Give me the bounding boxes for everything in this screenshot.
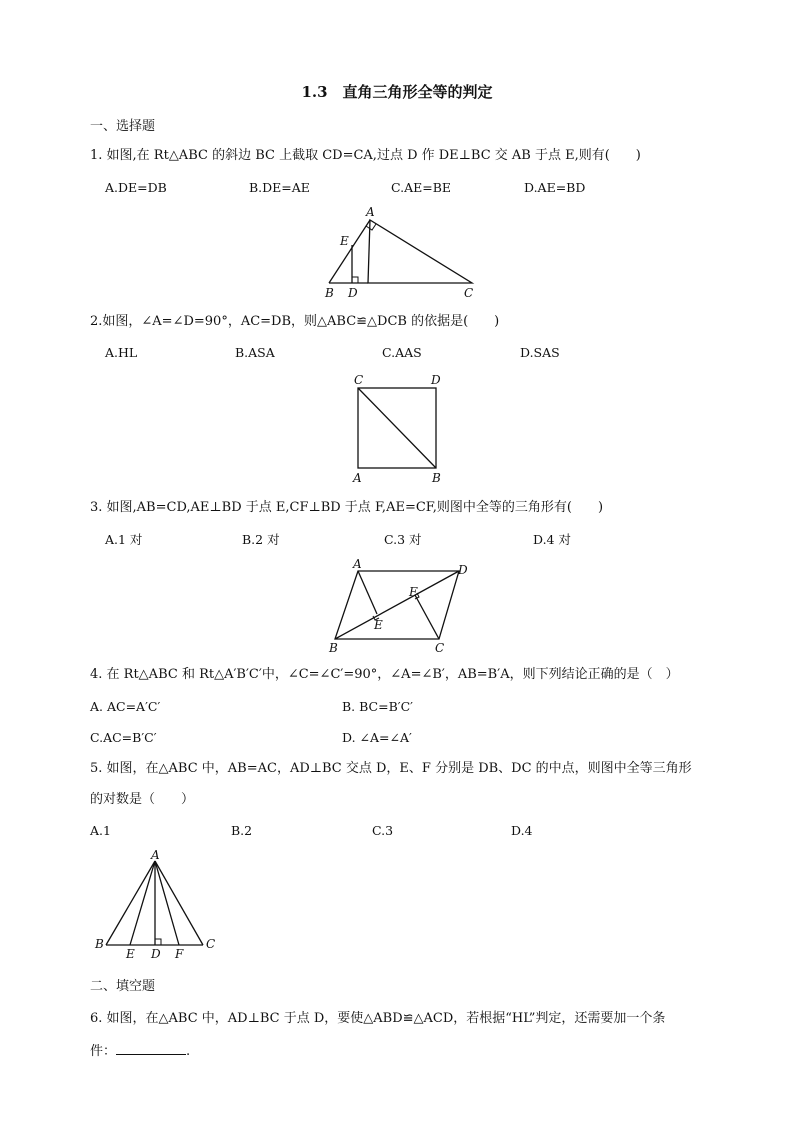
fig3-label-b: B — [329, 641, 338, 655]
question-2-option-d: D.SAS — [520, 345, 560, 360]
fig2-label-b: B — [432, 471, 441, 485]
fig3-label-f: F — [409, 585, 418, 599]
question-6-text-line2 — [90, 1042, 190, 1060]
section-heading-fill: 二、填空题 — [90, 979, 156, 994]
fig5-label-e: E — [126, 947, 135, 961]
fig5-label-f: F — [175, 947, 184, 961]
fig5-label-c: C — [206, 937, 216, 951]
question-4-option-a: A. AC=A′C′ — [90, 699, 161, 714]
fig3-label-e: E — [374, 618, 383, 632]
question-6-suffix: . — [186, 1044, 191, 1059]
question-2-option-a: A.HL — [105, 345, 138, 360]
question-2-option-c: C.AAS — [382, 345, 422, 360]
fig1-label-d: D — [348, 286, 358, 300]
question-4-option-d: D. ∠A=∠A′ — [342, 730, 412, 745]
fig1-label-e: E — [340, 234, 349, 248]
question-4-option-c: C.AC=B′C′ — [90, 730, 157, 745]
question-4-text: 4. 在 Rt△ABC 和 Rt△A′B′C′中，∠C=∠C′=90°，∠A=∠B′，AB=B′A，则下列结论正确的是（ ） — [90, 667, 679, 682]
figure-1-right-triangle — [320, 200, 480, 302]
fig1-label-b: B — [325, 286, 334, 300]
question-3-option-b: B.2 对 — [242, 532, 280, 547]
question-5-option-a: A.1 — [90, 823, 111, 838]
fig1-label-a: A — [366, 205, 375, 219]
question-5-text-line2: 的对数是（ ） — [90, 792, 195, 807]
section-heading-choice: 一、选择题 — [90, 119, 156, 134]
question-6-prefix: 件： — [90, 1044, 117, 1059]
question-5-option-b: B.2 — [231, 823, 253, 838]
question-1-text: 1. 如图,在 Rt△ABC 的斜边 BC 上截取 CD=CA,过点 D 作 DE⊥BC 交 AB 于点 E,则有( ) — [90, 148, 641, 163]
fig3-label-a: A — [353, 557, 362, 571]
figure-5-isosceles-triangle — [93, 848, 223, 962]
figure-2-rectangle — [345, 372, 455, 488]
page-title: 1.3 直角三角形全等的判定 — [301, 83, 493, 101]
answer-blank[interactable] — [116, 1042, 186, 1055]
question-5-option-c: C.3 — [372, 823, 394, 838]
fig1-label-c: C — [464, 286, 474, 300]
question-4-option-b: B. BC=B′C′ — [342, 699, 414, 714]
question-6-text-line1: 6. 如图，在△ABC 中，AD⊥BC 于点 D，要使△ABD≌△ACD，若根据“HL”判定，还需要加一个条 — [90, 1011, 666, 1026]
figure-3-parallelogram — [325, 558, 475, 654]
question-2-option-b: B.ASA — [235, 345, 275, 360]
fig3-label-d: D — [458, 563, 468, 577]
fig2-label-c: C — [354, 373, 364, 387]
fig5-label-b: B — [95, 937, 104, 951]
question-3-option-c: C.3 对 — [384, 532, 422, 547]
question-1-option-c: C.AE=BE — [391, 180, 452, 195]
fig2-label-a: A — [353, 471, 362, 485]
question-1-option-b: B.DE=AE — [249, 180, 310, 195]
question-2-text: 2.如图，∠A=∠D=90°，AC=DB，则△ABC≌△DCB 的依据是( ) — [90, 314, 500, 329]
fig5-label-a: A — [151, 848, 160, 862]
fig5-label-d: D — [151, 947, 161, 961]
question-5-option-d: D.4 — [511, 823, 533, 838]
fig2-label-d: D — [431, 373, 441, 387]
question-3-text: 3. 如图,AB=CD,AE⊥BD 于点 E,CF⊥BD 于点 F,AE=CF,则图中全等的三角形有( ) — [90, 500, 604, 515]
question-5-text-line1: 5. 如图，在△ABC 中，AB=AC，AD⊥BC 交点 D，E、F 分别是 DB、DC 的中点，则图中全等三角形 — [90, 761, 692, 776]
question-1-option-a: A.DE=DB — [105, 180, 167, 195]
question-1-option-d: D.AE=BD — [524, 180, 586, 195]
question-3-option-a: A.1 对 — [105, 532, 143, 547]
question-3-option-d: D.4 对 — [533, 532, 571, 547]
fig3-label-c: C — [435, 641, 445, 655]
